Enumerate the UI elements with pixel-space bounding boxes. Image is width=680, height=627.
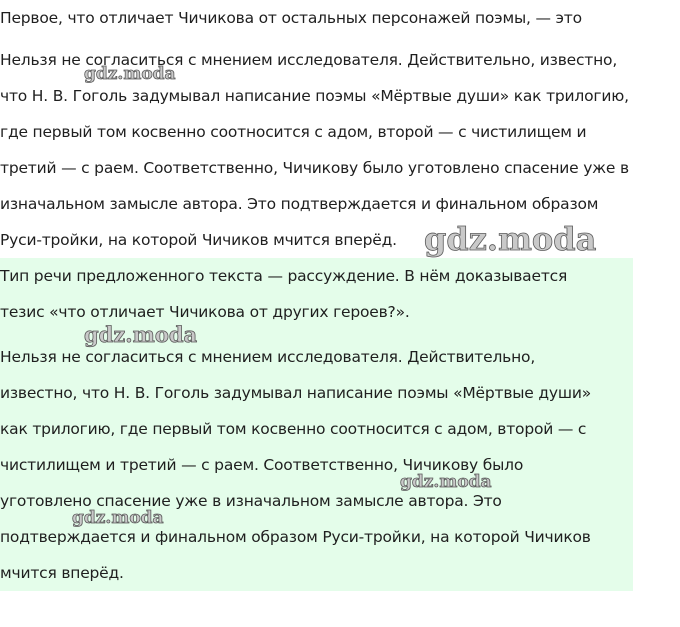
text-line: Тип речи предложенного текста — рассуждение. В нём доказывается [0, 267, 568, 285]
text-line: Руси-тройки, на которой Чичиков мчится вперёд. [0, 231, 397, 249]
speech-type-paragraph [0, 258, 567, 330]
text-line: уготовлено спасение уже в изначальном замысле автора. Это [0, 492, 502, 510]
text-line: изначальном замысле автора. Это подтверждается и финальном образом [0, 195, 599, 213]
text-line: чистилищем и третий — с раем. Соответственно, Чичикову было [0, 456, 524, 474]
text-line: Нельзя не согласиться с мнением исследователя. Действительно, известно, [0, 51, 618, 69]
watermark: gdz.moda [400, 472, 492, 492]
text-line: как трилогию, где первый том косвенно соотносится с адом, второй — с [0, 420, 587, 438]
watermark: gdz.moda [84, 64, 176, 84]
text-line: известно, что Н. В. Гоголь задумывал написание поэмы «Мёртвые души» [0, 384, 592, 402]
text-line: что Н. В. Гоголь задумывал написание поэмы «Мёртвые души» как трилогию, [0, 87, 629, 105]
text-line: подтверждается и финальном образом Руси-тройки, на которой Чичиков [0, 528, 591, 546]
text-line: где первый том косвенно соотносится с адом, второй — с чистилищем и [0, 123, 587, 141]
text-line: тезис «что отличает Чичикова от других героев?». [0, 303, 410, 321]
text-line: мчится вперёд. [0, 564, 124, 582]
paragraph-1 [0, 42, 629, 258]
text-line: третий — с раем. Соответственно, Чичикову было уготовлено спасение уже в [0, 159, 629, 177]
watermark: gdz.moda [72, 508, 164, 528]
intro-line [0, 0, 582, 36]
watermark: gdz.moda [84, 322, 198, 347]
watermark: gdz.moda [424, 220, 597, 258]
paragraph-2 [0, 339, 591, 591]
text-line: Первое, что отличает Чичикова от остальных персонажей поэмы, — это [0, 9, 582, 27]
text-line: Нельзя не согласиться с мнением исследователя. Действительно, [0, 348, 536, 366]
